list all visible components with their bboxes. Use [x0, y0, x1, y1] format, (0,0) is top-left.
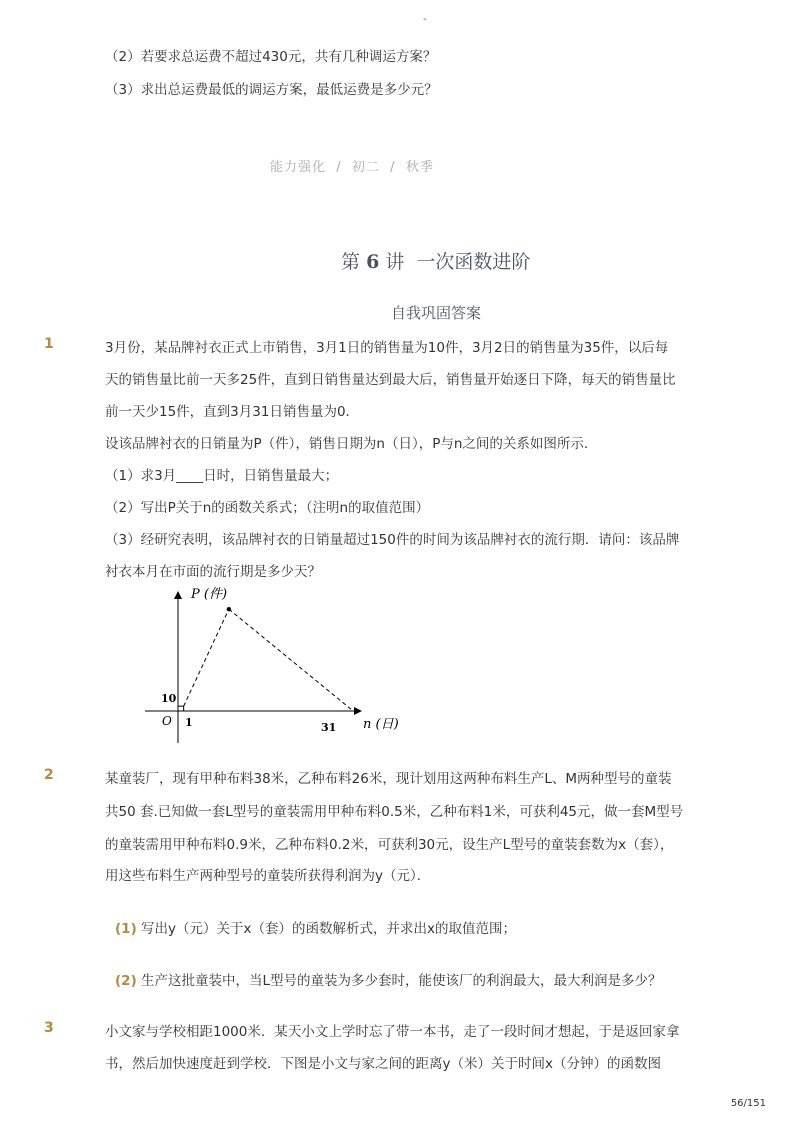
- lecture-prefix: 第: [341, 251, 361, 273]
- q1-line-5: （1）求3月____日时，日销售量最大；: [105, 468, 339, 484]
- header-band: 能力强化 / 初二 / 秋季: [270, 160, 434, 175]
- q2-line-4: 用这些布料生产两种型号的童装所获得利润为y（元）．: [105, 868, 431, 884]
- tick-label-y-10: 10: [161, 692, 177, 705]
- q2-line-1: 某童装厂，现有甲种布料38米，乙种布料26米，现计划用这两种布料生产L、M两种型号的童装: [105, 771, 672, 787]
- q1-line-7: （3）经研究表明，该品牌衬衣的日销量超过150件的时间为该品牌衬衣的流行期．请问：该品牌: [105, 532, 680, 548]
- q1-line-1: 3月份，某品牌衬衣正式上市销售，3月1日的销售量为10件，3月2日的销售量为35件，以后每: [105, 340, 669, 356]
- top-mark: -: [423, 14, 427, 25]
- section-title: 自我巩固答案: [391, 304, 482, 322]
- chart-marks: [178, 607, 353, 711]
- page-title: [341, 247, 530, 274]
- q2-line-3: 的童装需用甲种布料0.9米，乙种布料0.2米，可获利30元，设生产L型号的童装套数为x（套），: [105, 837, 674, 853]
- question-number-2: 2: [44, 767, 54, 783]
- origin-label: O: [162, 714, 172, 728]
- q2-sub2-text: 生产这批童装中，当L型号的童装为多少套时，能使该厂的利润最大，最大利润是多少？: [141, 973, 662, 989]
- q2-sub-question-2: [115, 969, 662, 989]
- lecture-number: 6: [366, 251, 380, 273]
- x-axis-label: n (日): [363, 717, 399, 732]
- q1-line-4: 设该品牌衬衣的日销量为P（件），销售日期为n（日），P与n之间的关系如图所示．: [105, 436, 598, 452]
- prev-question-3: （3）求出总运费最低的调运方案，最低运费是多少元？: [105, 82, 438, 98]
- q2-sub1-label: (1): [115, 921, 137, 937]
- question-number-3: 3: [44, 1020, 54, 1036]
- series-segment-1: [184, 609, 229, 706]
- q3-line-1: 小文家与学校相距1000米．某天小文上学时忘了带一本书，走了一段时间才想起，于是返回家拿: [105, 1024, 680, 1040]
- tick-label-x-31: 31: [321, 721, 337, 734]
- tick-label-x-1: 1: [185, 716, 193, 729]
- page-number: 56/151: [730, 1098, 766, 1109]
- q2-sub2-label: (2): [115, 973, 137, 989]
- q1-line-2: 天的销售量比前一天多25件，直到日销售量达到最大后，销售量开始逐日下降，每天的销售量比: [105, 372, 676, 388]
- peak-point: [227, 607, 231, 611]
- question-number-1: 1: [44, 336, 54, 352]
- series-segment-2: [229, 609, 353, 711]
- q2-sub1-text: 写出y（元）关于x（套）的函数解析式，并求出x的取值范围；: [141, 921, 516, 937]
- lecture-suffix: 讲 一次函数进阶: [385, 251, 531, 273]
- q1-line-8: 衬衣本月在市面的流行期是多少天？: [105, 564, 321, 580]
- q1-line-3: 前一天少15件，直到3月31日销售量为0．: [105, 404, 360, 420]
- q2-line-2: 共50 套.已知做一套L型号的童装需用甲种布料0.5米，乙种布料1米，可获利45元，做一套M型号: [105, 804, 684, 820]
- prev-question-2: （2）若要求总运费不超过430元，共有几种调运方案？: [105, 49, 437, 65]
- y-axis-label: P (件): [191, 587, 228, 602]
- q1-graph: [145, 585, 415, 745]
- q3-line-2: 书，然后加快速度赶到学校．下图是小文与家之间的距离y（米）关于时间x（分钟）的函数图: [105, 1056, 661, 1072]
- q1-line-6: （2）写出P关于n的函数关系式；（注明n的取值范围）: [105, 500, 430, 516]
- q2-sub-question-1: [115, 917, 516, 937]
- start-marker-square: [178, 706, 184, 711]
